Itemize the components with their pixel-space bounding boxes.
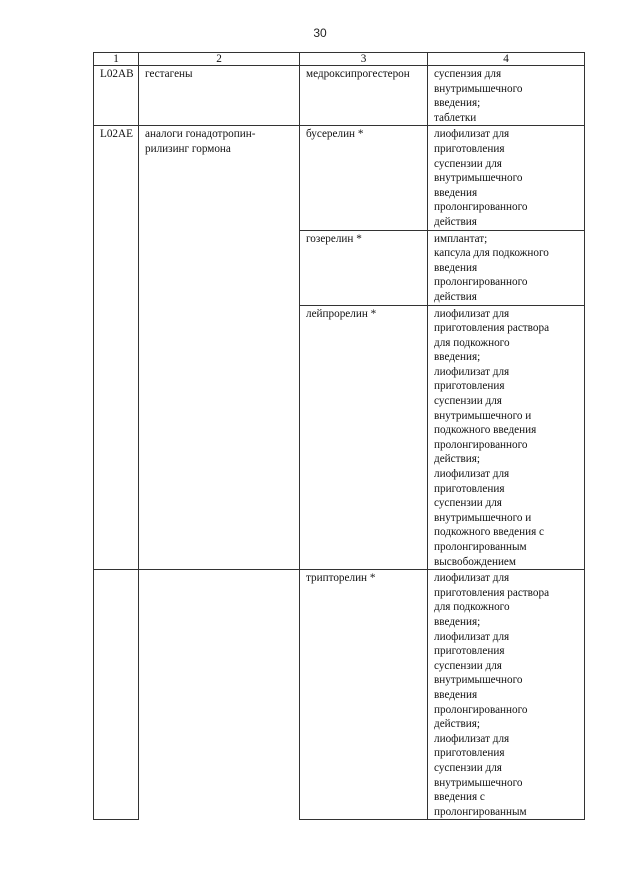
- drug-table: [93, 52, 585, 820]
- column-header: 1: [94, 53, 139, 66]
- dosage-form: суспензия для внутримышечного введения; таблетки: [428, 66, 585, 126]
- table-header-row: [94, 53, 585, 66]
- column-header: 4: [428, 53, 585, 66]
- drug-name: бусерелин *: [300, 126, 428, 230]
- group-name: гестагены: [139, 66, 300, 126]
- drug-name: гозерелин *: [300, 230, 428, 305]
- column-header: 3: [300, 53, 428, 66]
- atc-code: L02AB: [94, 66, 139, 126]
- page-number: 30: [313, 26, 327, 40]
- drug-name: трипторелин *: [300, 570, 428, 820]
- drug-name: лейпрорелин *: [300, 305, 428, 570]
- group-name: аналоги гонадотропин- рилизинг гормона: [139, 126, 300, 570]
- table-row: [94, 570, 585, 820]
- drug-name: медроксипрогестерон: [300, 66, 428, 126]
- table-row: [94, 66, 585, 126]
- dosage-form: имплантат; капсула для подкожного введения пролонгированного действия: [428, 230, 585, 305]
- table-row: [94, 126, 585, 230]
- empty-cell: [94, 570, 139, 820]
- empty-cell: [139, 570, 300, 820]
- dosage-form: лиофилизат для приготовления раствора для подкожного введения; лиофилизат для приготовления суспензии для внутримышечного и подкожного введения пролонгированного действия; лиофилизат для приготовления суспензии для внутримышечного и подкожного введения с пролонгированным высвобождением: [428, 305, 585, 570]
- column-header: 2: [139, 53, 300, 66]
- dosage-form: лиофилизат для приготовления суспензии для внутримышечного введения пролонгированного действия: [428, 126, 585, 230]
- dosage-form: лиофилизат для приготовления раствора для подкожного введения; лиофилизат для приготовления суспензии для внутримышечного введения пролонгированного действия; лиофилизат для приготовления суспензии для внутримышечного введения с пролонгированным: [428, 570, 585, 820]
- atc-code: L02AE: [94, 126, 139, 570]
